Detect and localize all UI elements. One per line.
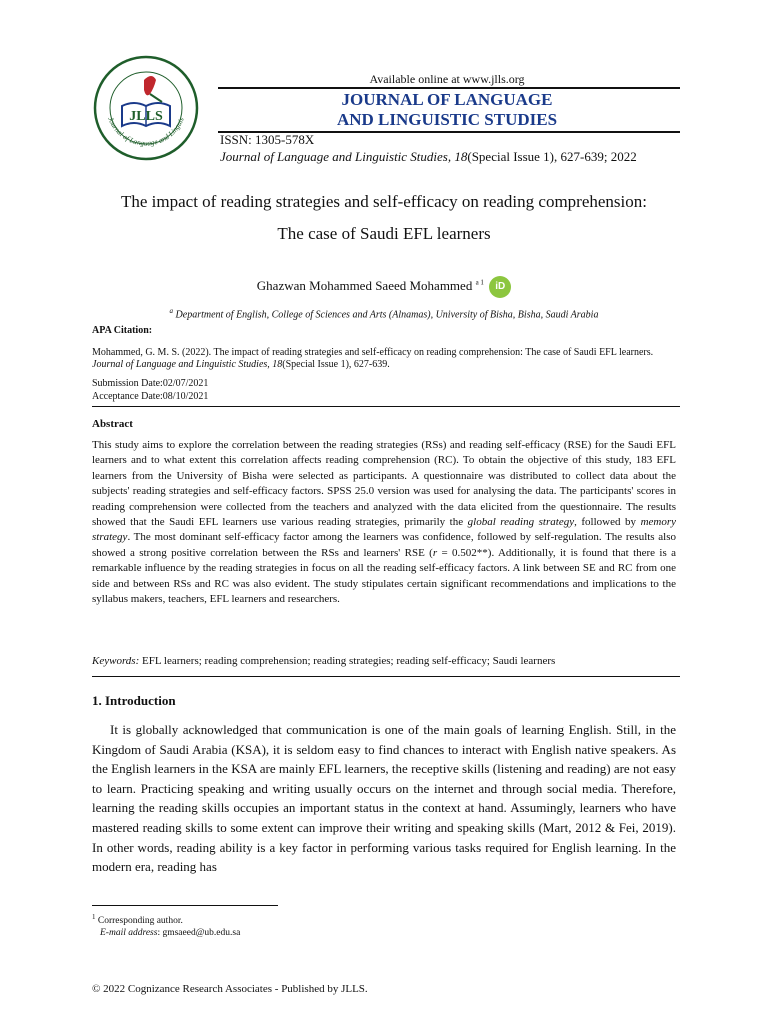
footnote-text: Corresponding author. xyxy=(97,916,183,927)
paper-title-line1: The impact of reading strategies and self-efficacy on reading comprehension: xyxy=(120,192,647,211)
availability-line: Available online at www.jlls.org xyxy=(369,72,525,86)
introduction-body: It is globally acknowledged that communication is one of the main goals of learning English. Still, in the Kingdom of Saudi Arabia (KSA), it is seldom easy to find chances to interact with English native speakers. As the English learners in the KSA are mainly EFL learners, the receptive skills (listening and reading) are not easy to learn. Practicing speaking and writing usually occurs on the internet and through social media. Therefore, learning the reading skills occupies an important status in the context at hand. Assumingly, learners who have mastered reading skills to some extent can improve their writing and speaking skills (Mart, 2012 & Fei, 2019). In other words, reading ability is a key factor in performing various tasks required for English learning. In the modern era, reading has xyxy=(92,722,676,875)
abstract-text-3: . The most dominant self-efficacy factor among the learners was confidence, followed by self-regulation. The results also showed a strong positive correlation between the RSs and learners' RSE ( xyxy=(92,531,676,559)
submission-date: Submission Date:02/07/2021 xyxy=(92,378,209,389)
apa-citation-line2 xyxy=(92,359,682,371)
journal-logo xyxy=(92,54,200,162)
dates xyxy=(92,377,208,403)
affiliation-superscript: a xyxy=(169,307,174,315)
abstract-emphasis-3: r xyxy=(432,546,438,559)
journal-citation xyxy=(220,149,637,165)
journal-title-line2: AND LINGUISTIC STUDIES xyxy=(336,110,558,129)
abstract-rule-top xyxy=(92,406,680,407)
abstract-emphasis-2: memory strategy xyxy=(92,516,676,544)
abstract-text-2: , followed by xyxy=(574,516,641,529)
orcid-icon[interactable]: iD xyxy=(489,276,511,298)
keywords-label: Keywords: xyxy=(92,655,140,667)
footnote-line2 xyxy=(92,927,240,939)
footnote-line1 xyxy=(92,911,240,927)
footnote xyxy=(92,911,240,939)
abstract-emphasis-1: global reading strategy xyxy=(467,516,575,529)
keywords xyxy=(92,655,676,667)
abstract-body xyxy=(92,438,676,607)
journal-citation-italic: Journal of Language and Linguistic Studies, 18 xyxy=(220,149,468,164)
paper-title xyxy=(60,186,708,250)
footnote-email[interactable]: : gmsaeed@ub.edu.sa xyxy=(157,928,241,939)
introduction-heading: 1. Introduction xyxy=(92,693,176,708)
abstract-heading: Abstract xyxy=(92,418,133,430)
acceptance-date: Acceptance Date:08/10/2021 xyxy=(92,391,209,402)
paper-title-line2: The case of Saudi EFL learners xyxy=(277,224,491,243)
apa-citation xyxy=(92,347,682,371)
header-rule-top xyxy=(218,87,680,89)
apa-journal-rest: (Special Issue 1), 627-639. xyxy=(282,359,390,370)
issn: ISSN: 1305-578X xyxy=(220,132,315,147)
logo-ring-text: Journal of Language and Linguis xyxy=(106,115,186,148)
footnote-email-label: E-mail address xyxy=(100,928,158,939)
apa-citation-line1: Mohammed, G. M. S. (2022). The impact of reading strategies and self-efficacy on reading comprehension: The case of Saudi EFL learners. xyxy=(92,347,654,358)
journal-citation-rest: (Special Issue 1), 627-639; 2022 xyxy=(467,149,637,164)
apa-journal-italic: Journal of Language and Linguistic Studies, 18 xyxy=(92,359,283,370)
keywords-list: EFL learners; reading comprehension; reading strategies; reading self-efficacy; Saudi learners xyxy=(139,655,556,667)
footnote-number: 1 xyxy=(92,913,96,921)
author-name: Ghazwan Mohammed Saeed Mohammed xyxy=(256,277,473,293)
author-line xyxy=(120,276,648,298)
affiliation-text: Department of English, College of Sciences and Arts (Alnamas), University of Bisha, Bisha, Saudi Arabia xyxy=(175,309,599,321)
journal-title-line1: JOURNAL OF LANGUAGE xyxy=(341,90,553,109)
apa-citation-label: APA Citation: xyxy=(92,325,153,336)
abstract-rule-bottom xyxy=(92,676,680,677)
abstract-text-4: = 0.502**). Additionally, it is found that there is a remarkable influence by the reading strategies in focus on all the reading self-efficacy factors. A link between SE and RC from one side and between RSs and RC was also evident. The study stipulates certain significant recommendations and implications to the syllabus makers, teachers, EFL learners and researchers. xyxy=(92,546,677,606)
affiliation xyxy=(92,307,676,320)
author-superscript: a 1 xyxy=(475,278,484,287)
logo-text: JLLS xyxy=(129,109,163,124)
journal-title xyxy=(220,90,674,130)
abstract-text-1: This study aims to explore the correlation between the reading strategies (RSs) and reading self-efficacy (RSE) for the Saudi EFL learners and to what extent this correlation affects reading comprehension (RC). To obtain the objective of this study, 183 EFL learners from the University of Bisha were selected as participants. A questionnaire was distributed to collect data about the subjects' reading strategies and self-efficacy factors. SPSS 25.0 version was used for analysing the data. The participants' scores in reading comprehension were collected from the teachers and analyzed with the data elicited from the questionnaire. The results showed that the Saudi EFL learners use various reading strategies, primarily the xyxy=(92,439,676,529)
footnote-rule xyxy=(92,905,278,906)
svg-text:Journal of Language and Lingui xyxy=(92,54,186,148)
page-footer: © 2022 Cognizance Research Associates - Published by JLLS. xyxy=(92,983,368,995)
